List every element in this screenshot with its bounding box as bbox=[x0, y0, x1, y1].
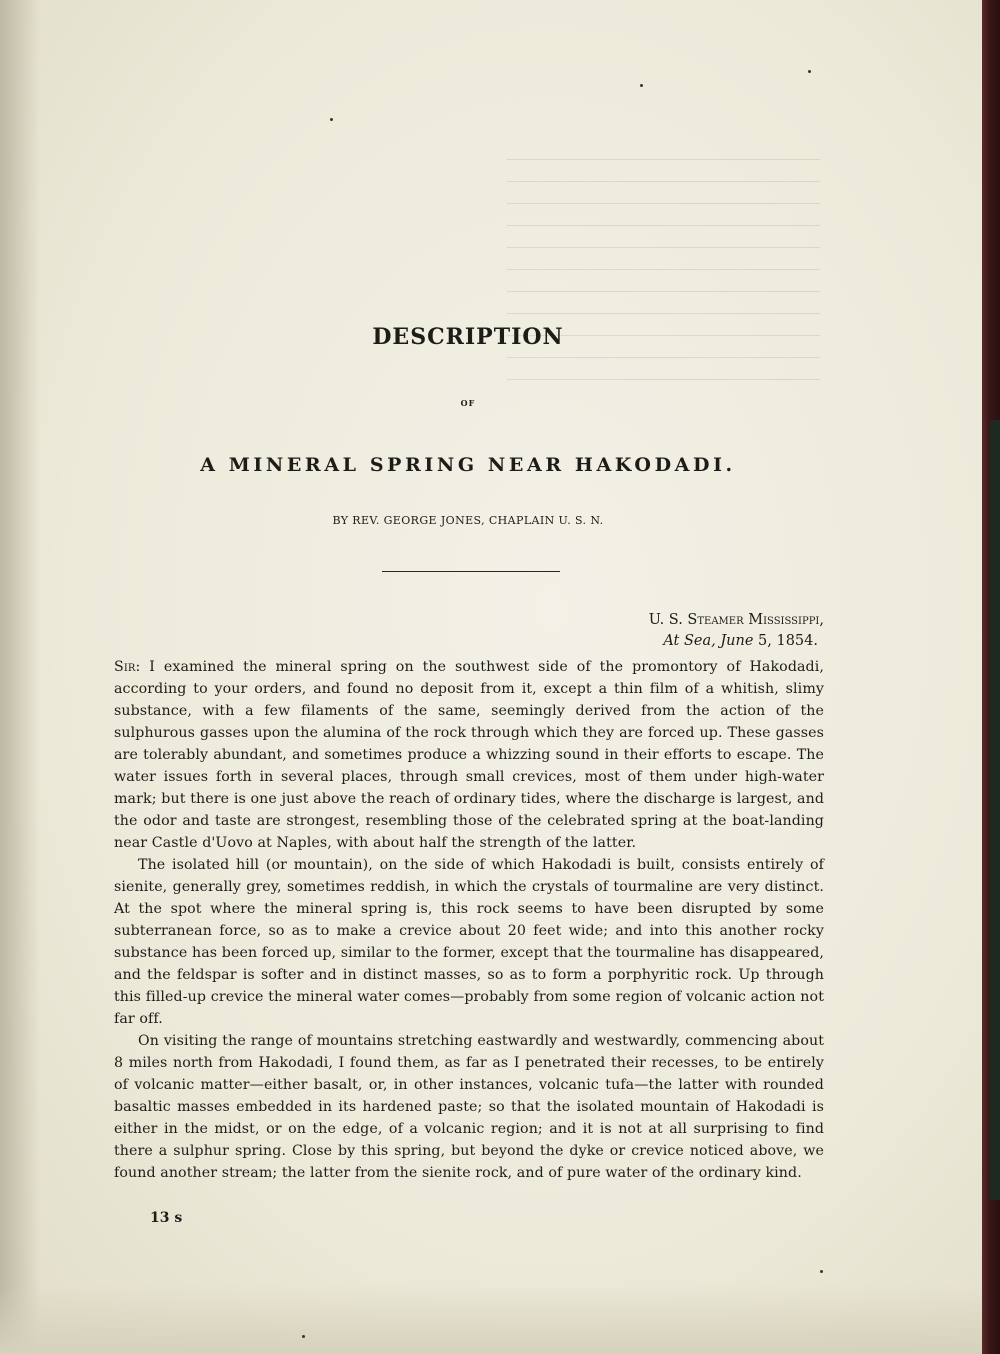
title-connector: OF bbox=[460, 398, 476, 408]
letter-body bbox=[114, 656, 824, 1184]
article-block bbox=[112, 0, 824, 1354]
bleed-through-texture: ──────────────────────────────────────── ──────────────────────────────────────── ──────────────────────────────────────── ──────────────────────────────────────── ──────────────────────────────────────── ──────────────────────────────────────── ──────────────────────────────────────── ──────────────────────────────────────── ──────────────────────────────────────── ──────────────────────────────────────── ──────────────────────────────────────── bbox=[506, 153, 820, 388]
paragraph-1-text: I examined the mineral spring on the southwest side of the promontory of Hakodadi, according to your orders, and found no deposit from it, except a thin film of a whitish, slimy substance, with a few filaments of the same, seemingly derived from the action of the sulphurous gasses upon the alumina of the rock through which they are forced up. These gasses are tolerably abundant, and sometimes produce a whizzing sound in their efforts to escape. The water issues forth in several places, through small crevices, most of them under high-water mark; but there is one just above the reach of ordinary tides, where the discharge is largest, and the odor and taste are strongest, resembling those of the celebrated spring at the boat-landing near Castle d'Uovo at Naples, with about half the strength of the latter. bbox=[114, 659, 824, 851]
page-subtitle: A MINERAL SPRING NEAR HAKODADI. bbox=[200, 454, 736, 476]
dateline-place-date bbox=[663, 633, 818, 649]
title-divider bbox=[382, 571, 560, 572]
paragraph-2: The isolated hill (or mountain), on the side of which Hakodadi is built, consists entirely of sienite, generally grey, sometimes reddish, in which the crystals of tourmaline are very distinct. At the spot where the mineral spring is, this rock seems to have been disrupted by some subterranean force, so as to make a crevice about 20 feet wide; and into this another rocky substance has been forced up, similar to the former, except that the tourmaline has disappeared, and the feldspar is softer and in distinct masses, so as to form a porphyritic rock. Up through this filled-up crevice the mineral water comes—probably from some region of volcanic action not far off. bbox=[114, 857, 824, 1027]
signature-mark: 13 s bbox=[150, 1210, 183, 1226]
paragraph-3: On visiting the range of mountains stretching eastwardly and westwardly, commencing about 8 miles north from Hakodadi, I found them, as far as I penetrated their recesses, to be entirely of volcanic matter—either basalt, or, in other instances, volcanic tufa—the latter with rounded basaltic masses embedded in its hardened paste; so that the isolated mountain of Hakodadi is either in the midst, or on the edge, of a volcanic region; and it is not at all surprising to find there a sulphur spring. Close by this spring, but beyond the dyke or crevice noticed above, we found another stream; the latter from the sienite rock, and of pure water of the ordinary kind. bbox=[114, 1033, 824, 1181]
dateline-place: At Sea, bbox=[663, 633, 716, 649]
author-byline: BY REV. GEORGE JONES, CHAPLAIN U. S. N. bbox=[332, 514, 604, 527]
book-spine-edge bbox=[990, 420, 1000, 1200]
page-title: DESCRIPTION bbox=[372, 324, 564, 350]
page-gutter-shadow bbox=[0, 0, 40, 1354]
dateline-day-year: 5, 1854. bbox=[758, 633, 818, 649]
dateline-month: June bbox=[720, 633, 754, 649]
salutation: Sir: bbox=[114, 659, 141, 675]
dateline-ship: U. S. Steamer Mississippi, bbox=[648, 612, 824, 628]
paragraph-1 bbox=[114, 656, 824, 854]
